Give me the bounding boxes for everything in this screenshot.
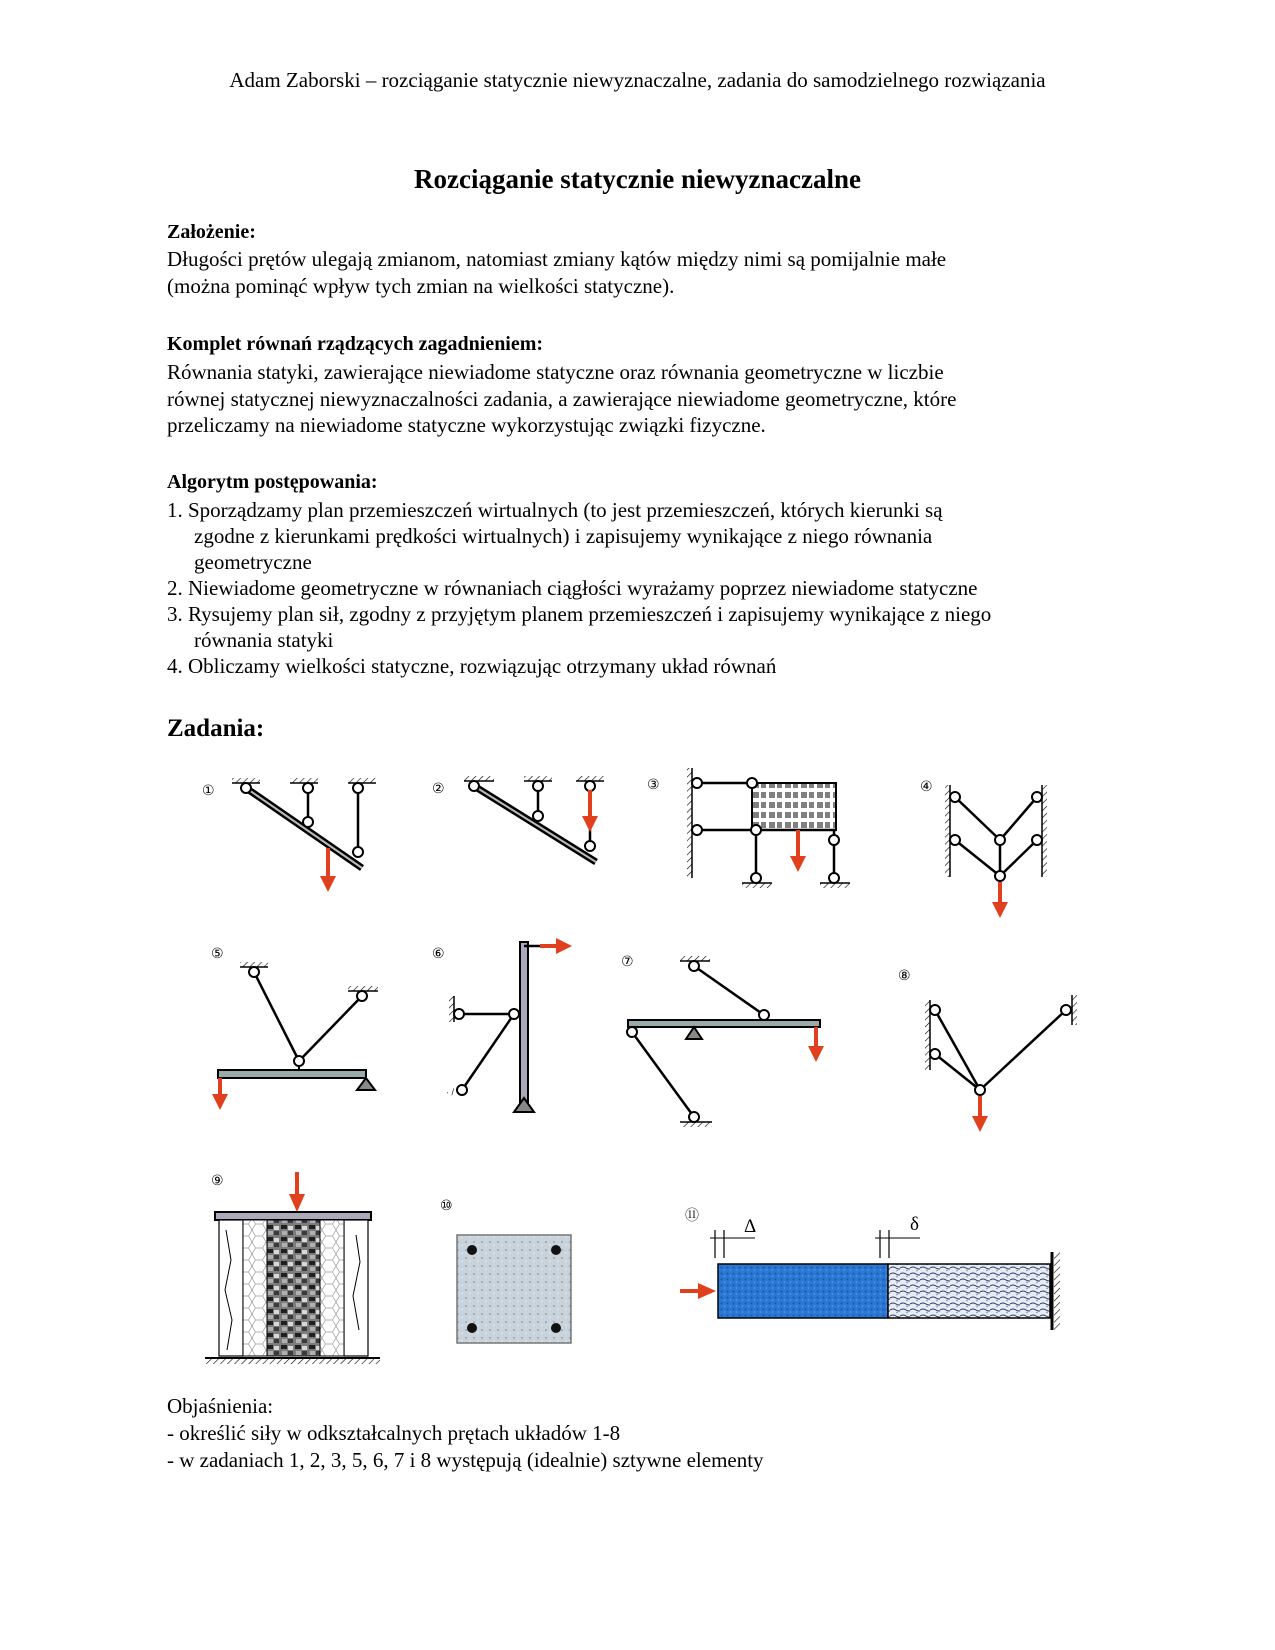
step-text: zgodne z kierunkami prędkości wirtualnych) i zapisujemy wynikające z niego równania	[194, 524, 933, 548]
load-arrow	[680, 1283, 716, 1299]
hinge	[692, 825, 702, 835]
page-title: Rozciąganie statycznie niewyznaczalne	[414, 164, 861, 194]
hinge	[930, 1005, 940, 1015]
rigid-beam	[628, 1020, 820, 1027]
wall-support	[1054, 1252, 1060, 1330]
hinge	[457, 1085, 467, 1095]
load-arrow	[540, 938, 572, 954]
hinge	[353, 783, 363, 793]
bar	[935, 1054, 980, 1090]
rebar	[467, 1323, 477, 1333]
hinge	[759, 1010, 769, 1020]
figure-4	[920, 779, 1047, 918]
bar	[1000, 797, 1037, 840]
load-arrow	[582, 790, 598, 832]
bar	[694, 966, 764, 1015]
hinge	[533, 781, 543, 791]
bar	[980, 1010, 1066, 1090]
hinge	[751, 873, 761, 883]
gap-delta-label: Δ	[744, 1216, 757, 1237]
textured-bar-segment	[888, 1264, 1050, 1318]
rigid-block	[752, 783, 836, 830]
hinge	[454, 1009, 464, 1019]
outer-wall	[344, 1220, 368, 1356]
equations-line: Równania statyki, zawierające niewiadome statyczne oraz równania geometryczne w liczbie	[167, 360, 944, 384]
hinge	[294, 1056, 304, 1066]
bar	[299, 996, 362, 1061]
outer-wall	[219, 1220, 243, 1356]
figure-11	[680, 1208, 1060, 1330]
bar	[462, 1014, 514, 1090]
blue-bar-segment	[718, 1264, 888, 1318]
figure-10	[440, 1198, 571, 1343]
hinge	[995, 871, 1005, 881]
figure-number: ⑥	[432, 946, 445, 962]
figure-8	[898, 968, 1077, 1132]
step-text: 3. Rysujemy plan sił, zgodny z przyjętym planem przemieszczeń i zapisujemy wynikające z niego	[167, 602, 992, 626]
notes	[167, 1393, 764, 1474]
step-text: 4. Obliczamy wielkości statyczne, rozwiązując otrzymany układ równań	[167, 654, 777, 678]
step-text: równania statyki	[194, 628, 334, 652]
assumption-line: Długości prętów ulegają zmianom, natomiast zmiany kątów między nimi są pomijalnie małe	[167, 247, 947, 271]
load-arrow	[808, 1027, 824, 1062]
hinge	[1032, 792, 1042, 802]
hinge	[950, 792, 960, 802]
bar	[632, 1032, 694, 1117]
pinned-support	[514, 1098, 534, 1112]
figure-1	[202, 778, 376, 892]
rebar	[551, 1245, 561, 1255]
hinge	[1061, 1005, 1071, 1015]
hinge	[627, 1027, 637, 1037]
load-arrow	[212, 1078, 228, 1110]
mesh-layer	[320, 1220, 344, 1356]
bar	[1000, 840, 1037, 876]
rigid-beam	[218, 1070, 366, 1078]
rebar	[551, 1323, 561, 1333]
notes-line: - określić siły w odkształcalnych prętach układów 1-8	[167, 1421, 621, 1445]
hinge	[533, 811, 543, 821]
hinge	[692, 778, 702, 788]
hinge	[751, 825, 761, 835]
figure-number: ⑪	[685, 1208, 699, 1224]
hinge	[249, 967, 259, 977]
figure-number: ③	[647, 777, 660, 793]
bar	[955, 797, 1000, 840]
step-text: 1. Sporządzamy plan przemieszczeń wirtualnych (to jest przemieszczeń, których kierunki są	[167, 498, 943, 522]
notes-line: - w zadaniach 1, 2, 3, 5, 6, 7 i 8 występują (idealnie) sztywne elementy	[167, 1448, 764, 1472]
hinge	[585, 841, 595, 851]
hinge	[689, 961, 699, 971]
figure-7	[621, 954, 824, 1127]
figure-number: ①	[202, 783, 215, 799]
figure-2	[432, 776, 604, 862]
assumption-heading: Założenie:	[167, 221, 256, 243]
hinge	[689, 1112, 699, 1122]
figure-9	[205, 1172, 380, 1364]
hinge	[303, 783, 313, 793]
hinge	[995, 835, 1005, 845]
mesh-layer	[243, 1220, 267, 1356]
equations-line: przeliczamy na niewiadome statyczne wykorzystując związki fizyczne.	[167, 413, 766, 437]
page-header: Adam Zaborski – rozciąganie statycznie niewyznaczalne, zadania do samodzielnego rozwiązania	[229, 68, 1046, 92]
figure-number: ⑩	[440, 1198, 453, 1214]
equations-line: równej statycznej niewyznaczalności zadania, a zawierające niewiadome geometryczne, które	[167, 386, 957, 411]
hinge	[469, 781, 479, 791]
notes-heading: Objaśnienia:	[167, 1394, 274, 1418]
figure-number: ⑦	[621, 954, 634, 970]
hinge	[353, 847, 363, 857]
hinge	[1032, 835, 1042, 845]
load-arrow	[790, 830, 806, 872]
load-arrow	[289, 1172, 305, 1212]
hinge	[241, 783, 251, 793]
figure-number: ⑨	[211, 1173, 224, 1189]
figure-number: ⑧	[898, 968, 911, 984]
pinned-support	[357, 1078, 375, 1090]
figure-number: ②	[432, 781, 445, 797]
rebar	[467, 1245, 477, 1255]
hinge	[303, 817, 313, 827]
hinge	[829, 835, 839, 845]
step-text: geometryczne	[194, 550, 312, 574]
ground-support	[205, 1358, 380, 1364]
bar	[935, 1010, 980, 1090]
hinge	[975, 1085, 985, 1095]
ceiling-support	[232, 778, 376, 783]
assumption-line: (można pominąć wpływ tych zmian na wielkości statyczne).	[167, 273, 675, 298]
hinge	[509, 1009, 519, 1019]
pinned-support	[686, 1027, 702, 1039]
algorithm-heading: Algorytm postępowania:	[167, 471, 378, 493]
figure-6	[432, 938, 572, 1112]
step-text: 2. Niewiadome geometryczne w równaniach ciągłości wyrażamy poprzez niewiadome statyczne	[167, 576, 978, 600]
load-arrow	[992, 882, 1008, 918]
load-arrow	[972, 1096, 988, 1132]
rigid-column	[520, 942, 528, 1102]
load-arrow	[320, 848, 336, 892]
gap-delta-small-label: δ	[910, 1214, 919, 1235]
figure-3	[647, 768, 850, 888]
tasks-heading: Zadania:	[167, 715, 265, 742]
hinge	[950, 835, 960, 845]
hinge	[585, 781, 595, 791]
figure-number: ⑤	[211, 946, 224, 962]
hinge	[829, 873, 839, 883]
hinge	[930, 1049, 940, 1059]
hinge	[357, 991, 367, 1001]
stone-core	[267, 1220, 320, 1356]
bar	[955, 840, 1000, 876]
hinge	[747, 778, 757, 788]
figure-number: ④	[920, 779, 933, 795]
bar	[254, 972, 299, 1061]
equations-heading: Komplet równań rządzących zagadnieniem:	[167, 333, 544, 355]
rigid-plate	[215, 1212, 371, 1220]
figure-5	[211, 946, 378, 1110]
